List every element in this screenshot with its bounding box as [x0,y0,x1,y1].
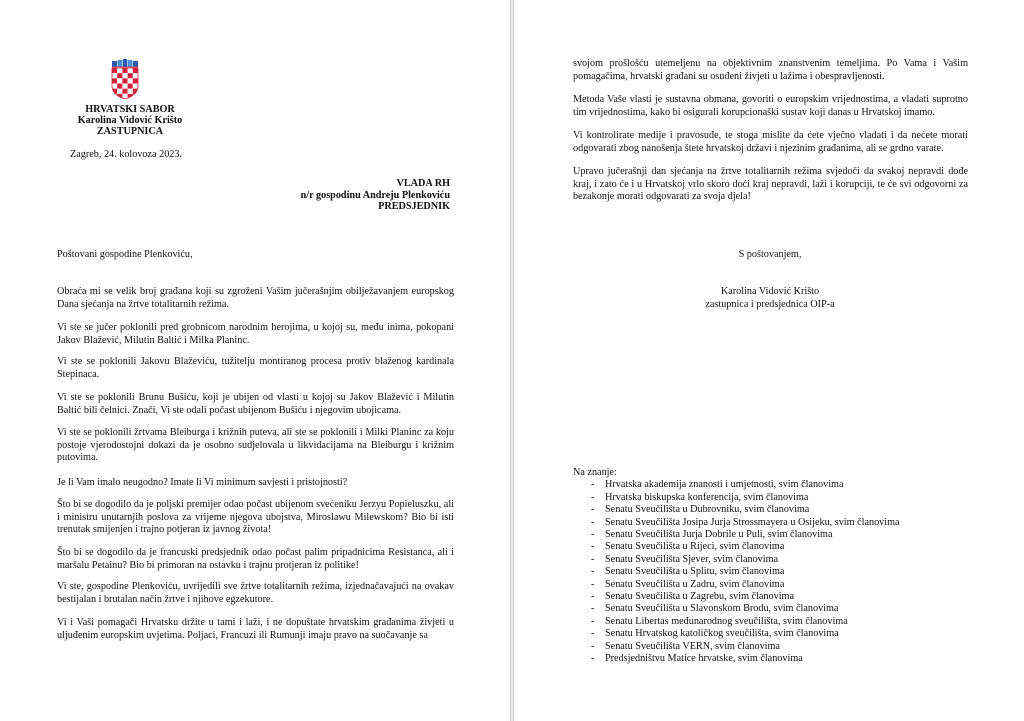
signature-name: Karolina Vidović Krišto [720,286,820,297]
list-dash: - [591,504,595,516]
salutation: Poštovani gospodine Plenkoviću, [57,249,193,260]
paragraph-6: Je li Vam imalo neugodno? Imate li Vi minimum savjesti i pristojnosti? [57,477,348,488]
list-dash: - [591,603,595,615]
letter-date: Zagreb, 24. kolovoza 2023. [70,149,183,160]
closing: S poštovanjem, [738,249,802,260]
crown-icon [112,59,138,67]
list-dash: - [591,491,595,503]
continuation-paragraph-1: svojom prošlošću utemeljenu na objektivnim znanstvenim temeljima. Po Vama i Vašim pomagačima, hrvatski građani su osuđeni živjeti u lažima i obespravljenosti. [573,58,968,82]
croatian-coat-of-arms-icon [110,59,140,99]
distribution-item [573,517,993,529]
distribution-item [573,591,993,603]
continuation-paragraph-3: Vi kontrolirate medije i pravosuđe, te stoga mislite da ćete vječno vladati i da nećete morati odgovarati zbog nanošenja štete hrvatskoj državi i njezinim građanima, ali se grdno varate. [573,130,968,154]
list-dash: - [591,541,595,553]
continuation-paragraph-2: Metoda Vaše vlasti je sustavna obmana, govoriti o europskim vrijednostima, a vladati suprotno tim vrijednostima, kako bi osigurali korupcionaški sustav koji danas u Hrvatskoj imamo. [573,94,968,118]
sender-name: Karolina Vidović Krišto [77,115,183,126]
list-dash: - [591,615,595,627]
distribution-item [573,554,993,566]
list-dash: - [591,591,595,603]
distribution-item-label: Senatu Sveučilišta Jurja Dobrile u Puli, svim članovima [605,529,833,541]
paragraph-8: Što bi se dogodilo da je francuski predsjednik odao počast palim pripadnicima Resistanca, ali i maršalu Petainu? Bio bi primoran na ostavku i trajnu protjeran iz politike! [57,547,454,571]
list-dash: - [591,653,595,665]
distribution-item [573,653,993,665]
list-dash: - [591,628,595,640]
sender-role: ZASTUPNICA [96,126,164,137]
recipient-line-1: VLADA RH [396,178,450,189]
distribution-item-label: Senatu Sveučilišta u Splitu, svim članovima [605,566,785,578]
distribution-item [573,579,993,591]
paragraph-1: Obraća mi se velik broj građana koji su zgroženi Vašim jučerašnjim obilježavanjem europskog Dana sjećanja na žrtve totalitarnih režima. [57,286,454,310]
paragraph-5: Vi ste se poklonili žrtvama Bleiburga i križnih puteva, ali ste se poklonili i Milki Planinc za koju postoje vjerodostojni dokazi da je osobno sudjelovala u likvidacijama na Bleiburgu i križnim putovima. [57,427,454,464]
distribution-item-label: Predsjedništvu Matice hrvatske, svim članovima [605,653,803,665]
distribution-item [573,641,993,653]
distribution-item-label: Senatu Sveučilišta u Zagrebu, svim članovima [605,591,794,603]
paragraph-10: Vi i Vaši pomagači Hrvatsku držite u tami i laži, i ne dopuštate hrvatskim građanima živjeti u uljuđenim europskim uvjetima. Poljaci, Francuzi ili Rumunji imaju pravo na suočavanje sa [57,617,454,641]
institution-name: HRVATSKI SABOR [85,104,175,115]
distribution-item [573,541,993,553]
list-dash: - [591,529,595,541]
recipient-line-2: n/r gospodinu Andreju Plenkoviću [300,189,450,201]
distribution-item-label: Senatu Hrvatskog katoličkog sveučilišta, svim članovima [605,628,839,640]
distribution-item-label: Senatu Sveučilišta VERN, svim članovima [605,640,780,652]
list-dash: - [591,516,595,528]
paragraph-4: Vi ste se poklonili Brunu Bušiću, koji je ubijen od vlasti u kojoj su Jakov Blažević i Milutin Baltić bili čelnici. Znači, Vi ste odali počast ubijenom Bušiću i njegovim ubojicama. [57,392,454,416]
distribution-item [573,566,993,578]
paragraph-9: Vi ste, gospodine Plenkoviću, uvrijedili sve žrtve totalitarnih režima, izjednačavajući na ovakav bestijalan i brutalan način žrtve i njihove egzekutore. [57,581,454,605]
signature-role: zastupnica i predsjednica OIP-a [705,299,835,310]
distribution-item [573,504,993,516]
paragraph-3: Vi ste se poklonili Jakovu Blaževiću, tužitelju montiranog procesa protiv blaženog kardinala Stepinaca. [57,356,454,380]
distribution-item-label: Senatu Sveučilišta u Zadru, svim članovima [605,578,785,590]
continuation-paragraph-4: Upravo jučerašnji dan sjećanja na žrtve totalitarnih režima svjedoči da svakoj nepravdi dođe kraj, i zato će i u Hrvatskoj vrlo skoro doći kraj nepravdi, laži i korupciji, te će svi odgovorni za bezakonje morati odgovarati za svoja djela! [573,166,968,203]
distribution-items [573,479,993,665]
list-dash: - [591,640,595,652]
distribution-item [573,492,993,504]
distribution-item-label: Senatu Sveučilišta u Dubrovniku, svim članovima [605,504,810,516]
list-dash: - [591,479,595,491]
sender-header [55,104,205,137]
distribution-item-label: Hrvatska biskupska konferencija, svim članovima [605,491,809,503]
distribution-item-label: Senatu Sveučilišta u Slavonskom Brodu, svim članovima [605,603,839,615]
distribution-item [573,479,993,491]
distribution-item-label: Senatu Sveučilišta u Rijeci, svim članovima [605,541,785,553]
distribution-list [573,467,993,666]
distribution-item [573,529,993,541]
distribution-item [573,616,993,628]
distribution-heading: Na znanje: [573,467,617,478]
recipient-line-3: PREDSJEDNIK [378,201,450,212]
list-dash: - [591,553,595,565]
distribution-item-label: Senatu Sveučilišta Josipa Jurja Strossmayera u Osijeku, svim članovima [605,516,900,528]
paragraph-7: Što bi se dogodilo da je poljski premijer odao počast ubijenom svećeniku Jerzyu Popieluszku, ali i ministru unutarnjih poslova za vrijeme njegova ubojstva, Miroslawu Milewskom? Bio bi isti trenutak smijenjen i trajno potjeran iz javnog života! [57,499,454,536]
distribution-item [573,603,993,615]
list-dash: - [591,566,595,578]
distribution-item [573,628,993,640]
distribution-item-label: Senatu Libertas međunarodnog sveučilišta, svim članovima [605,615,848,627]
distribution-item-label: Hrvatska akademija znanosti i umjetnosti, svim članovima [605,479,844,491]
list-dash: - [591,578,595,590]
recipient-block [240,178,450,213]
paragraph-2: Vi ste se jučer poklonili pred grobnicom narodnim herojima, u kojoj su, među inima, pokopani Jakov Blažević, Milutin Baltić i Milka Planinc. [57,322,454,346]
distribution-item-label: Senatu Sveučilišta Sjever, svim članovima [605,553,779,565]
